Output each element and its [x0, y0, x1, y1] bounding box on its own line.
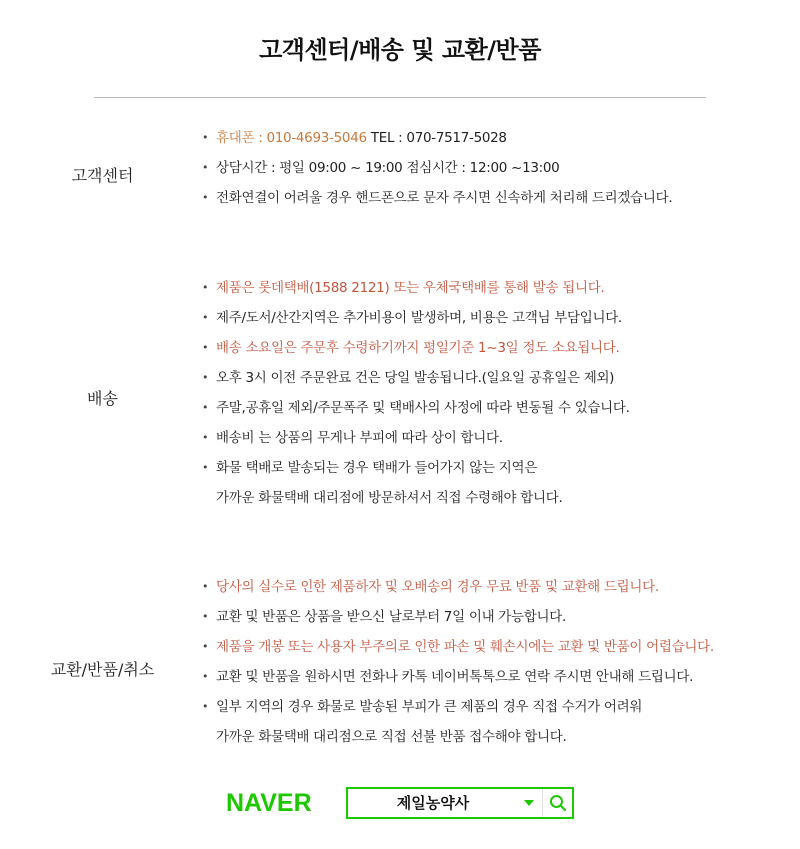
shipping-fee: 배송비 는 상품의 무게나 부피에 따라 상이 합니다. — [216, 430, 503, 446]
bullet-icon: • — [202, 131, 209, 144]
tel-number: TEL : 070-7517-5028 — [366, 130, 507, 146]
section-label-exchange: 교환/반품/취소 — [50, 660, 155, 679]
list-item — [200, 303, 790, 333]
shipping-carrier: 제품은 롯데택배(1588 2121) 또는 우체국택배를 통해 발송 됩니다. — [216, 280, 605, 296]
chevron-down-icon[interactable] — [524, 800, 534, 806]
bullet-icon: • — [202, 610, 209, 623]
shipping-freight: 화물 택배로 발송되는 경우 택배가 들어가지 않는 지역은 — [216, 460, 537, 476]
contact-note: 전화연결이 어려울 경우 핸드폰으로 문자 주시면 신속하게 처리해 드리겠습니다. — [216, 190, 673, 206]
section-label-shipping: 배송 — [87, 389, 118, 408]
list-item — [200, 153, 790, 183]
list-item — [200, 123, 790, 153]
list-item — [200, 692, 790, 722]
list-item — [200, 183, 790, 213]
naver-logo[interactable]: NAVER — [226, 789, 312, 817]
list-item — [200, 423, 790, 453]
list-item — [200, 273, 790, 303]
list-item — [200, 363, 790, 393]
page-title: 고객센터/배송 및 교환/반품 — [259, 36, 541, 64]
exchange-contact: 교환 및 반품을 원하시면 전화나 카톡 네이버톡톡으로 연락 주시면 안내해 드립니다. — [216, 669, 694, 685]
list-item — [200, 333, 790, 363]
list-item — [200, 662, 790, 692]
bullet-icon: • — [202, 191, 209, 204]
bullet-icon: • — [202, 670, 209, 683]
naver-search-box[interactable] — [346, 787, 574, 819]
bullet-icon: • — [202, 461, 209, 474]
list-item — [200, 632, 790, 662]
section-label-customer-center: 고객센터 — [71, 166, 134, 185]
shipping-list — [200, 273, 790, 513]
bullet-icon: • — [202, 371, 209, 384]
consult-hours: 상담시간 : 평일 09:00 ~ 19:00 점심시간 : 12:00 ~13:00 — [216, 160, 560, 176]
mobile-number: 휴대폰 : 010-4693-5046 — [216, 130, 367, 146]
exchange-period: 교환 및 반품은 상품을 받으신 날로부터 7일 이내 가능합니다. — [216, 609, 566, 625]
list-item — [200, 393, 790, 423]
bullet-icon: • — [202, 281, 209, 294]
list-item — [200, 483, 790, 513]
exchange-free: 당사의 실수로 인한 제품하자 및 오배송의 경우 무료 반품 및 교환해 드립니다. — [216, 579, 659, 595]
list-item — [200, 572, 790, 602]
bullet-icon: • — [202, 311, 209, 324]
shipping-same-day: 오후 3시 이전 주문완료 건은 당일 발송됩니다.(일요일 공휴일은 제외) — [216, 370, 615, 386]
search-query[interactable]: 제일농약사 — [396, 794, 470, 812]
list-item — [200, 722, 790, 752]
shipping-delay: 주말,공휴일 제외/주문폭주 및 택배사의 사정에 따라 변동될 수 있습니다. — [216, 400, 630, 416]
bullet-icon: • — [202, 640, 209, 653]
naver-search-bar — [226, 787, 576, 821]
bullet-icon: • — [202, 580, 209, 593]
title-divider — [94, 97, 706, 98]
bullet-icon: • — [202, 700, 209, 713]
bullet-icon: • — [202, 341, 209, 354]
search-icon — [549, 794, 567, 812]
shipping-island-fee: 제주/도서/산간지역은 추가비용이 발생하며, 비용은 고객님 부담입니다. — [216, 310, 622, 326]
shipping-freight-cont: 가까운 화물택배 대리점에 방문하셔서 직접 수령해야 합니다. — [216, 490, 563, 506]
list-item — [200, 453, 790, 483]
bullet-icon: • — [202, 401, 209, 414]
bullet-icon: • — [202, 431, 209, 444]
exchange-freight: 일부 지역의 경우 화물로 발송된 부피가 큰 제품의 경우 직접 수거가 어려워 — [216, 699, 643, 715]
bullet-icon: • — [202, 161, 209, 174]
search-button[interactable] — [542, 789, 572, 817]
shipping-duration: 배송 소요일은 주문후 수령하기까지 평일기준 1~3일 정도 소요됩니다. — [216, 340, 620, 356]
exchange-list — [200, 572, 790, 752]
list-item — [200, 602, 790, 632]
exchange-freight-cont: 가까운 화물택배 대리점으로 직접 선불 반품 접수해야 합니다. — [216, 729, 567, 745]
customer-center-list — [200, 123, 790, 213]
exchange-damage: 제품을 개봉 또는 사용자 부주의로 인한 파손 및 훼손시에는 교환 및 반품이 어렵습니다. — [216, 639, 714, 655]
